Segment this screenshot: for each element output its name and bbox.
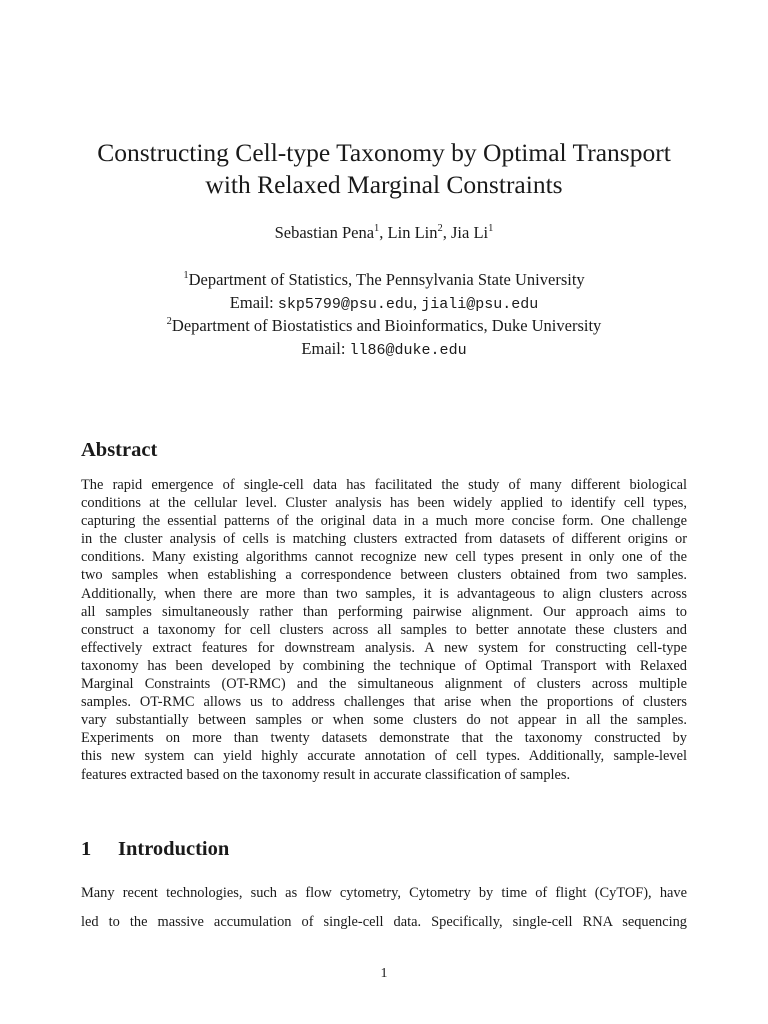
affiliation-1-email: Email: skp5799@psu.edu, jiali@psu.edu: [229, 293, 539, 313]
email-label: Email:: [301, 339, 346, 358]
abstract-line: conditions. Many existing algorithms cannot recognize new cell types present in only one of the: [81, 549, 687, 566]
abstract-line: capturing the essential patterns of the original data in a much more concise form. One challenge: [81, 513, 687, 530]
abstract-line: vary substantially between samples or when some clusters do not appear in all the samples.: [81, 712, 687, 729]
abstract-line: features extracted based on the taxonomy result in accurate classification of samples.: [81, 766, 571, 783]
email-link[interactable]: ll86@duke.edu: [349, 342, 467, 359]
affiliation-2: [60, 315, 708, 337]
title-line: Constructing Cell-type Taxonomy by Optimal Transport: [97, 138, 671, 167]
author-name: Jia Li: [451, 223, 489, 242]
abstract-line: Marginal Constraints (OT-RMC) and the simultaneous alignment of clusters across multiple: [81, 676, 687, 693]
abstract-line: in the cluster analysis of cells is matching clusters extracted from datasets of different origins or: [81, 531, 687, 548]
abstract-line: this new system can yield highly accurate annotation of cell types. Additionally, sample-level: [81, 748, 687, 765]
author-name: Lin Lin: [387, 223, 438, 242]
affiliation-name: Department of Statistics, The Pennsylvania State University: [188, 270, 585, 289]
abstract-line: construct a taxonomy for cell clusters across all samples to better annotate these clusters and: [81, 621, 687, 638]
abstract-line: Additionally, when there are more than two samples, it is advantageous to align clusters across: [81, 585, 687, 602]
section-title: Introduction: [118, 838, 230, 860]
author-name: Sebastian Pena: [274, 223, 375, 242]
email-link[interactable]: jiali@psu.edu: [421, 296, 539, 313]
affiliation-mark: 1: [183, 269, 189, 281]
abstract-line: The rapid emergence of single-cell data has facilitated the study of many different biological: [81, 477, 687, 493]
author-affil-mark: 1: [488, 222, 494, 234]
paper-title: [60, 137, 708, 201]
abstract-heading: Abstract: [81, 439, 158, 461]
intro-line: Many recent technologies, such as flow cytometry, Cytometry by time of flight (CyTOF), have: [81, 885, 687, 901]
section-number: 1: [81, 838, 92, 860]
title-line: with Relaxed Marginal Constraints: [205, 170, 563, 199]
author-affil-mark: 2: [437, 222, 443, 234]
email-link[interactable]: skp5799@psu.edu: [277, 296, 413, 313]
abstract-line: samples. OT-RMC allows us to address challenges that arise when the proportions of clusters: [81, 694, 687, 711]
abstract-body: [81, 476, 687, 784]
author-affil-mark: 1: [374, 222, 380, 234]
page-number: 1: [380, 966, 388, 981]
affiliation-1: [60, 269, 708, 291]
abstract-line: effectively extract features for downstream analysis. A new system for constructing cell-type: [81, 639, 687, 656]
introduction-heading: [81, 836, 229, 862]
abstract-line: Experiments on more than twenty datasets demonstrate that the taxonomy constructed by: [81, 730, 687, 747]
author-list: Sebastian Pena$^1$, Lin Lin$^2$, Jia Li$^1$: [274, 222, 494, 242]
email-label: Email:: [229, 293, 274, 312]
abstract-line: all samples simultaneously rather than performing pairwise alignment. Our approach aims to: [81, 603, 687, 620]
intro-line: led to the massive accumulation of single-cell data. Specifically, single-cell RNA sequencing: [81, 914, 687, 930]
affiliation-name: Department of Biostatistics and Bioinformatics, Duke University: [171, 316, 602, 335]
abstract-line: taxonomy has been developed by combining the technique of Optimal Transport with Relaxed: [81, 657, 687, 674]
introduction-body: [81, 879, 687, 937]
affiliation-mark: 2: [166, 315, 172, 327]
affiliation-2-email: [60, 338, 708, 362]
abstract-line: conditions at the cellular level. Cluster analysis has been widely applied to identify cell types,: [81, 495, 687, 512]
abstract-line: two samples when establishing a correspondence between clusters obtained from two samples.: [81, 567, 687, 584]
